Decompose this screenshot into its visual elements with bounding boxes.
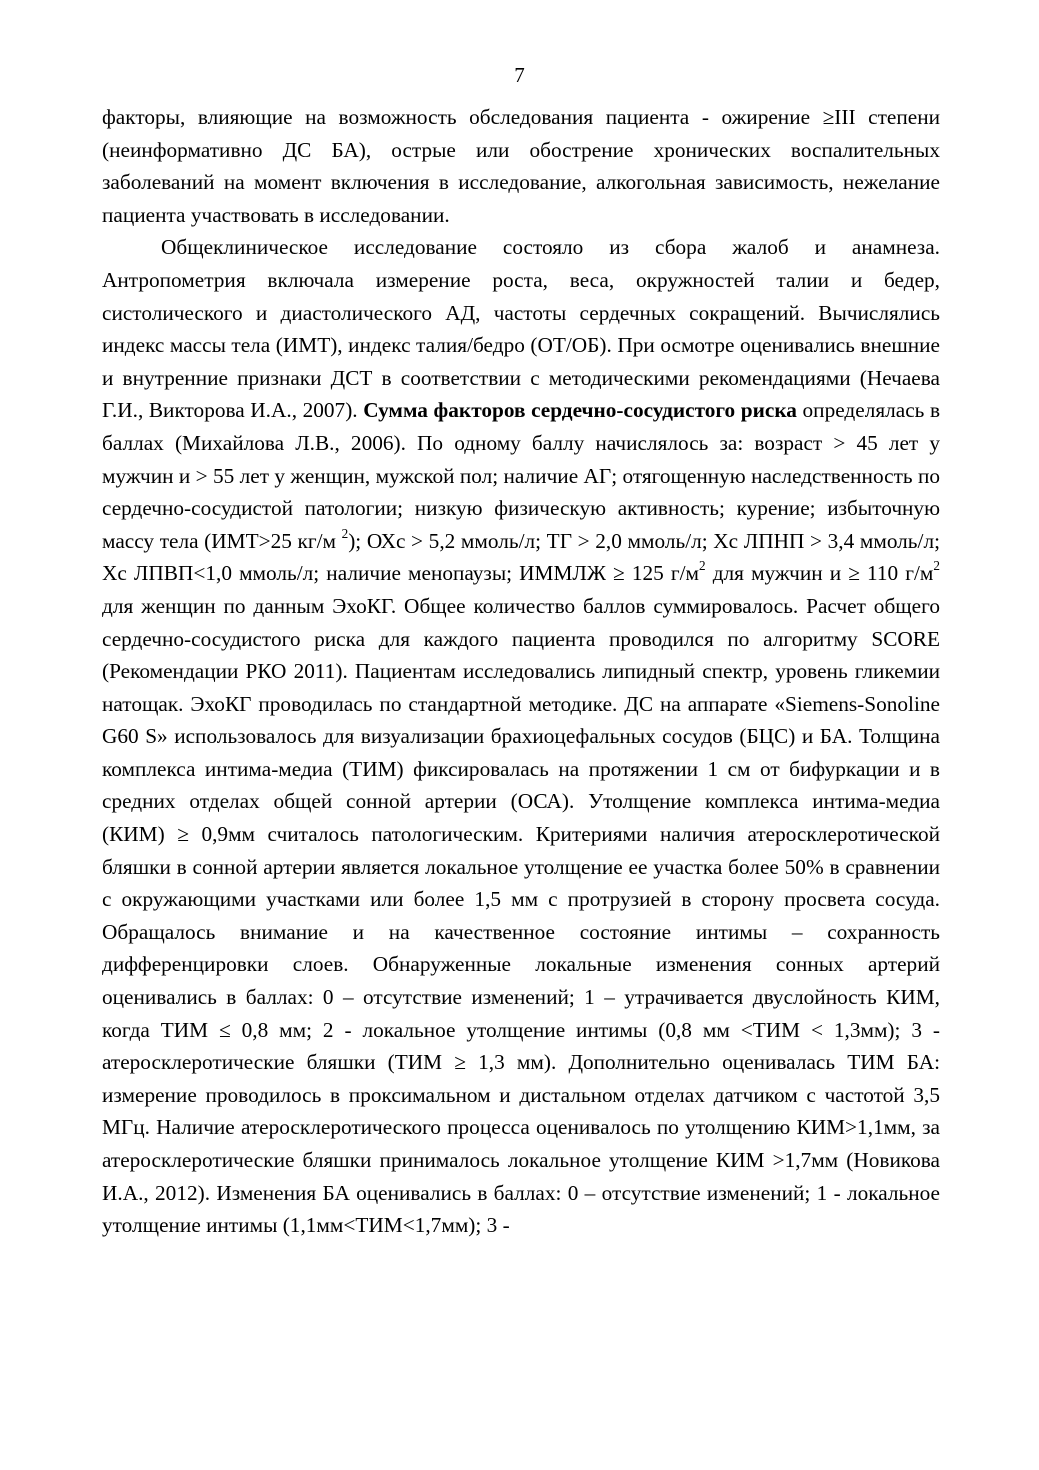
text-run: для женщин по данным ЭхоКГ. Общее количество баллов суммировалось. Расчет общего сердечно-сосудистого риска для каждого пациента проводился по алгоритму SCORE (Рекомендации РКО 2011). Пациентам исследовались липидный спектр, уровень гликемии натощак. ЭхоКГ проводилась по стандартной методике. ДС на аппарате «Siemens-Sonoline G60 S» использовалось для визуализации брахиоцефальных сосудов (БЦС) и БА. Толщина комплекса интима-медиа (ТИМ) фиксировалась на протяжении 1 см от бифуркации и в средних отделах общей сонной артерии (ОСА). Утолщение комплекса интима-медиа (КИМ) ≥ 0,9мм считалось патологическим. Критериями наличия атеросклеротической бляшки в сонной артерии является локальное утолщение ее участка более 50% в сравнении с окружающими участками или более 1,5 мм с протрузией в сторону просвета сосуда. Обращалось внимание и на качественное состояние интимы – сохранность дифференцировки слоев. Обнаруженные локальные изменения сонных артерий оценивались в баллах: 0 – отсутствие изменений; 1 – утрачивается двуслойность КИМ, когда ТИМ ≤ 0,8 мм; 2 - локальное утолщение интимы (0,8 мм <ТИМ < 1,3мм); 3 - атеросклеротические бляшки (ТИМ ≥ 1,3 мм). Дополнительно оценивалась ТИМ БА: измерение проводилось в проксимальном и дистальном отделах датчиком с частотой 3,5 МГц. Наличие атеросклеротического процесса оценивалось по утолщению КИМ>1,1мм, за атеросклеротические бляшки принималось локальное утолщение КИМ >1,7мм (Новикова И.А., 2012). Изменения БА оценивались в баллах: 0 – отсутствие изменений; 1 - локальное утолщение интимы (1,1мм<ТИМ<1,7мм); 3 - [102,593,940,1238]
text-run: определялась в баллах (Михайлова Л.В., 2006). По одному баллу начислялось за: возраст > 45 лет у мужчин и > 55 лет у женщин, мужской пол; наличие АГ; отягощенную наследственность по сердечно-сосудистой патологии; низкую физическую активность; курение; избыточную массу тела (ИМТ>25 кг/м [102,398,940,553]
text-run: ); ОХс > 5,2 ммоль/л; ТГ > 2,0 ммоль/л; Хс ЛПНП > 3,4 ммоль/л; Хс ЛПВП<1,0 ммоль/л; наличие менопаузы; ИММЛЖ ≥ 125 г/м [102,528,940,586]
superscript: 2 [933,558,940,574]
superscript: 2 [341,525,349,541]
superscript: 2 [699,558,706,574]
text-run: для мужчин и ≥ 110 г/м [705,561,934,586]
text-run: Общеклиническое исследование состояло из сбора жалоб и анамнеза. Антропометрия включала измерение роста, веса, окружностей талии и бедер, систолического и диастолического АД, частоты сердечных сокращений. Вычислялись индекс массы тела (ИМТ), индекс талия/бедро (ОТ/ОБ). При осмотре оценивались внешние и внутренние признаки ДСТ в соответствии с методическими рекомендациями (Нечаева Г.И., Викторова И.А., 2007). [102,235,940,423]
bold-term-risk-sum: Сумма факторов сердечно-сосудистого риска [363,398,797,423]
paragraph-methods [102,231,940,1241]
paragraph-continuation: факторы, влияющие на возможность обследования пациента - ожирение ≥III степени (неинформативно ДС БА), острые или обострение хронических воспалительных заболеваний на момент включения в исследование, алкогольная зависимость, нежелание пациента участвовать в исследовании. [102,105,940,227]
body-text [102,101,940,1242]
page-number: 7 [514,63,525,87]
